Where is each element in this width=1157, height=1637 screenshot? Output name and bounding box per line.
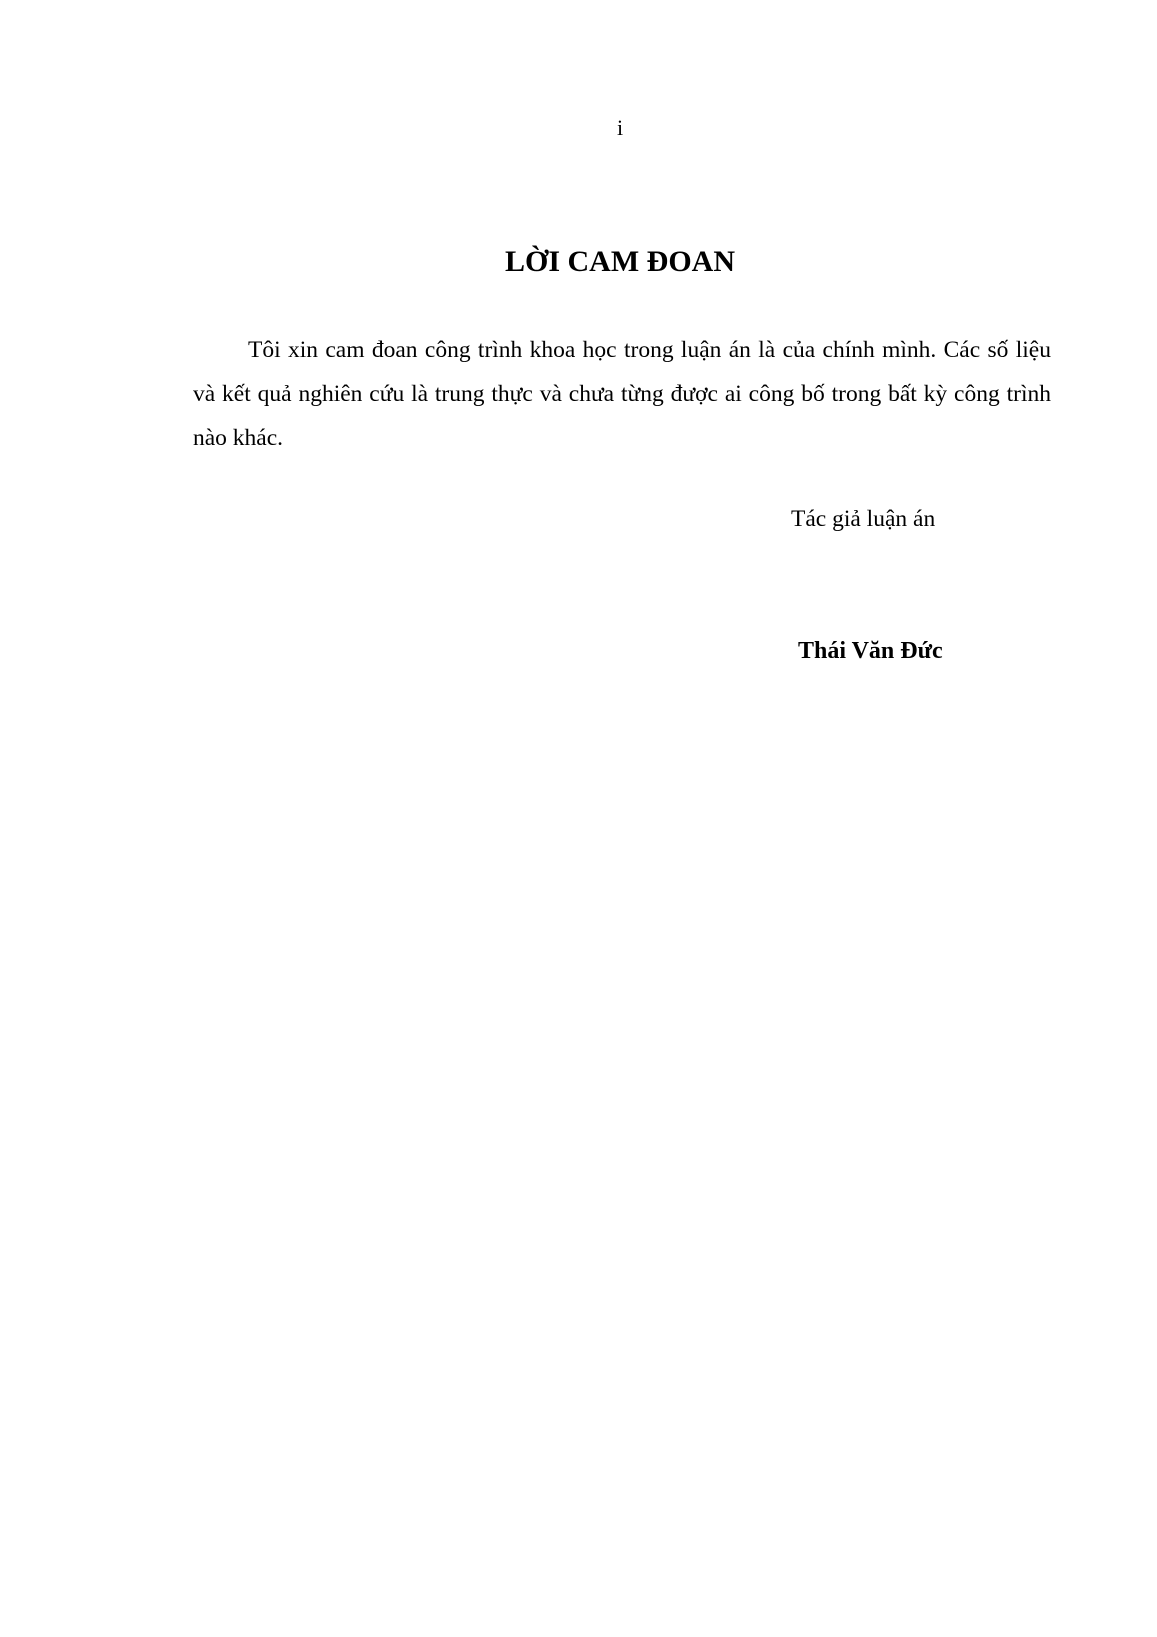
author-name: Thái Văn Đức (798, 638, 943, 664)
author-label: Tác giả luận án (791, 506, 936, 532)
page-number: i (616, 115, 624, 140)
page-title: LỜI CAM ĐOAN (505, 245, 735, 278)
declaration-paragraph: Tôi xin cam đoan công trình khoa học trong luận án là của chính mình. Các số liệu và kết quả nghiên cứu là trung thực và chưa từng được ai công bố trong bất kỳ công trình nào khác. (193, 337, 1051, 451)
